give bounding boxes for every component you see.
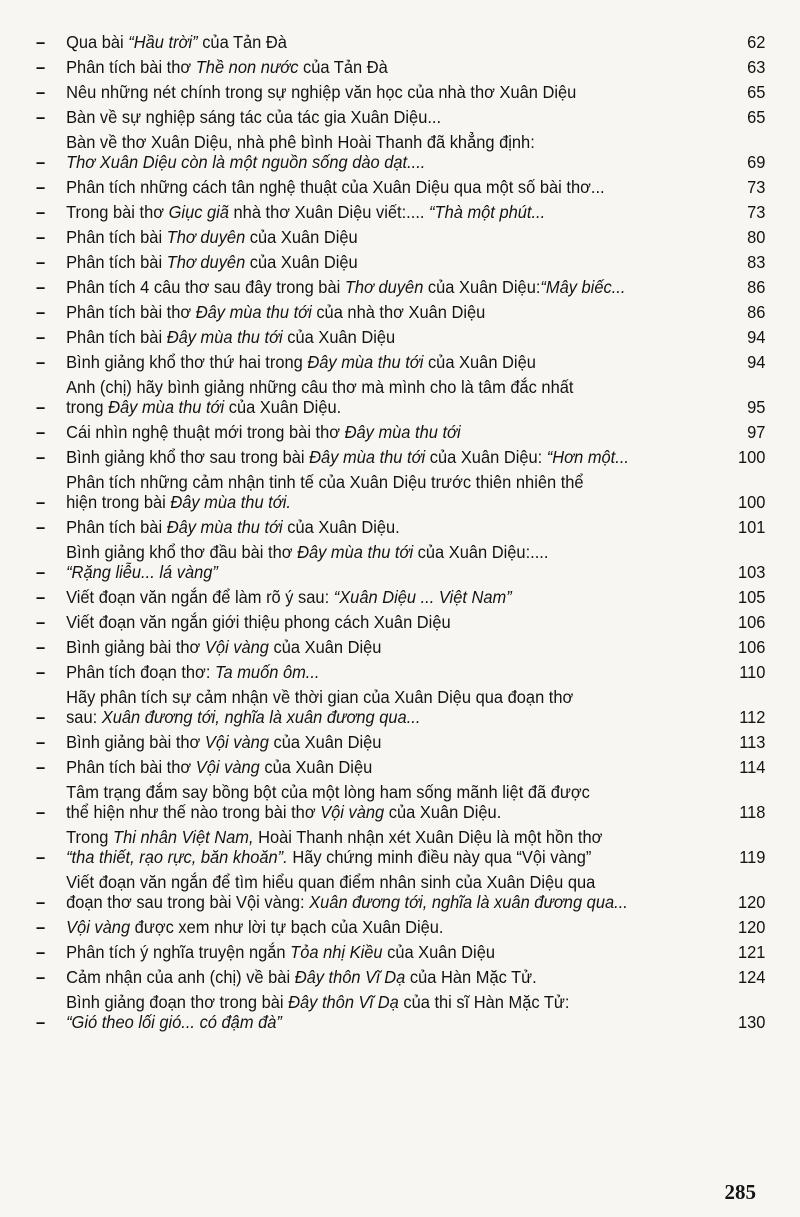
entry-title-line [66, 892, 724, 912]
entry-title-line [66, 542, 724, 562]
entry-dash: – [36, 967, 46, 987]
title-segment: Viết đoạn văn ngắn để tìm hiểu quan điểm nhân sinh của Xuân Diệu qua [66, 872, 596, 892]
entry-title [66, 472, 724, 512]
italic-title-segment: Đây mùa thu tới [195, 302, 312, 322]
italic-title-segment: Đây mùa thu tới [166, 517, 283, 537]
entry-dash: – [36, 757, 46, 777]
italic-title-segment: Xuân đương tới, nghĩa là xuân đương qua... [101, 707, 421, 727]
entry-title-line [66, 397, 724, 417]
title-segment: thể hiện như thế nào trong bài thơ [66, 802, 321, 822]
entry-page-number: 94 [747, 352, 766, 372]
entry-page-number: 65 [747, 82, 766, 102]
title-segment: Bàn về thơ Xuân Diệu, nhà phê bình Hoài Thanh đã khẳng định: [66, 132, 535, 152]
entry-page-number: 73 [747, 202, 766, 222]
entry-title-line [66, 942, 724, 962]
entry-title-line [66, 732, 724, 752]
entry-title [66, 757, 724, 777]
entry-page-number: 65 [747, 107, 766, 127]
toc-entry [36, 107, 765, 127]
italic-title-segment: Đây mùa thu tới. [170, 492, 291, 512]
italic-title-segment: Vội vàng [195, 757, 260, 777]
entry-title-line [66, 277, 724, 297]
entry-page-number: 121 [737, 942, 766, 962]
entry-page-number: 130 [737, 1012, 766, 1032]
title-segment: Phân tích bài thơ [66, 757, 196, 777]
entry-title-line [66, 327, 724, 347]
italic-title-segment: Đây mùa thu tới [344, 422, 461, 442]
toc-entry [36, 782, 765, 822]
title-segment: Bình giảng bài thơ [66, 637, 205, 657]
title-segment: của Xuân Diệu [382, 942, 496, 962]
entry-title [66, 177, 724, 197]
entry-dash: – [36, 202, 46, 222]
title-segment: trong [66, 397, 109, 417]
italic-title-segment: Thơ Xuân Diệu còn là một nguồn sống dào dạt.... [66, 152, 426, 172]
entry-title-line [66, 177, 724, 197]
entry-title-line [66, 562, 724, 582]
italic-title-segment: “Hầu trời” [128, 32, 198, 52]
entry-dash: – [36, 177, 46, 197]
toc-entry [36, 827, 765, 867]
entry-title [66, 662, 724, 682]
title-segment: Qua bài [66, 32, 129, 52]
page-number: 285 [724, 1180, 756, 1204]
italic-title-segment: Đây thôn Vĩ Dạ [294, 967, 406, 987]
entry-title-line [66, 612, 724, 632]
title-segment: của Xuân Diệu: [425, 447, 547, 467]
entry-title-line [66, 637, 724, 657]
toc-entry [36, 227, 765, 247]
entry-page-number: 101 [737, 517, 766, 537]
entry-dash: – [36, 152, 46, 172]
title-segment: Phân tích bài thơ [66, 302, 196, 322]
italic-title-segment: Thề non nước [195, 57, 299, 77]
entry-dash: – [36, 352, 46, 372]
entry-title [66, 517, 724, 537]
title-segment: của Tản Đà [197, 32, 287, 52]
entry-title-line [66, 587, 724, 607]
entry-dash: – [36, 447, 46, 467]
title-segment: Bình giảng bài thơ [66, 732, 205, 752]
entry-title-line [66, 847, 724, 867]
entry-page-number: 112 [739, 707, 766, 727]
entry-page-number: 95 [747, 397, 766, 417]
entry-title-line [66, 967, 724, 987]
entry-title [66, 132, 724, 172]
title-segment: của Xuân Diệu [282, 327, 396, 347]
entry-dash: – [36, 847, 46, 867]
entry-page-number: 86 [747, 302, 766, 322]
italic-title-segment: Vội vàng [320, 802, 385, 822]
toc-entry [36, 202, 765, 222]
toc-entry [36, 32, 765, 52]
entry-dash: – [36, 917, 46, 937]
entry-dash: – [36, 227, 46, 247]
title-segment: của nhà thơ Xuân Diệu [311, 302, 486, 322]
entry-title [66, 227, 724, 247]
toc-entry [36, 327, 765, 347]
entry-page-number: 120 [737, 892, 766, 912]
title-segment: của Xuân Diệu [423, 352, 536, 372]
entry-dash: – [36, 57, 46, 77]
entry-title-line [66, 132, 724, 152]
entry-page-number: 94 [747, 327, 766, 347]
title-segment: Hãy phân tích sự cảm nhận về thời gian của Xuân Diệu qua đoạn thơ [66, 687, 574, 707]
italic-title-segment: Ta muốn ôm... [214, 662, 320, 682]
entry-title-line [66, 252, 724, 272]
italic-title-segment: Đây mùa thu tới [309, 447, 426, 467]
entry-title-line [66, 447, 724, 467]
entry-dash: – [36, 802, 46, 822]
entry-title-line [66, 302, 724, 322]
entry-title-line [66, 422, 724, 442]
italic-title-segment: Vội vàng [204, 637, 269, 657]
title-segment: Bình giảng khổ thơ sau trong bài [66, 447, 310, 467]
title-segment: Phân tích đoạn thơ: [66, 662, 215, 682]
entry-title [66, 587, 724, 607]
title-segment: Hoài Thanh nhận xét Xuân Diệu là một hồn thơ [253, 827, 603, 847]
title-segment: được xem như lời tự bạch của Xuân Diệu. [130, 917, 444, 937]
italic-title-segment: “tha thiết, rạo rực, băn khoăn”. [66, 847, 288, 867]
entry-page-number: 118 [739, 802, 766, 822]
title-segment: Cái nhìn nghệ thuật mới trong bài thơ [66, 422, 345, 442]
entry-title-line [66, 57, 724, 77]
entry-dash: – [36, 397, 46, 417]
entry-title [66, 352, 724, 372]
entry-dash: – [36, 637, 46, 657]
toc-entry [36, 637, 765, 657]
toc-entry [36, 57, 765, 77]
entry-title [66, 687, 724, 727]
entry-title-line [66, 662, 724, 682]
toc-entry [36, 757, 765, 777]
title-segment: của Xuân Diệu:.... [413, 542, 549, 562]
title-segment: của Xuân Diệu [268, 732, 382, 752]
entry-dash: – [36, 942, 46, 962]
title-segment: Phân tích bài [66, 227, 167, 247]
entry-page-number: 114 [739, 757, 766, 777]
entry-title [66, 992, 724, 1032]
toc-entry [36, 967, 765, 987]
entry-title [66, 782, 724, 822]
title-segment: của thi sĩ Hàn Mặc Tử: [398, 992, 570, 1012]
title-segment: Phân tích ý nghĩa truyện ngắn [66, 942, 291, 962]
title-segment: Hãy chứng minh điều này qua “Vội vàng” [287, 847, 592, 867]
entry-title-line [66, 687, 724, 707]
italic-title-segment: Đây mùa thu tới [166, 327, 283, 347]
italic-title-segment: “Xuân Diệu ... Việt Nam” [333, 587, 512, 607]
entry-title-line [66, 352, 724, 372]
italic-title-segment: Xuân đương tới, nghĩa là xuân đương qua... [309, 892, 628, 912]
toc-entry [36, 472, 765, 512]
toc-entry [36, 917, 765, 937]
title-segment: đoạn thơ sau trong bài Vội vàng: [66, 892, 310, 912]
italic-title-segment: “Thà một phút... [429, 202, 546, 222]
title-segment: Phân tích 4 câu thơ sau đây trong bài [66, 277, 345, 297]
title-segment: Phân tích những cảm nhận tinh tế của Xuân Diệu trước thiên nhiên thể [66, 472, 584, 492]
title-segment: của Xuân Diệu. [224, 397, 342, 417]
toc-entry [36, 687, 765, 727]
entry-title [66, 732, 724, 752]
toc-entry [36, 872, 765, 912]
entry-page-number: 110 [739, 662, 766, 682]
italic-title-segment: Thơ duyên [166, 227, 246, 247]
entry-title-line [66, 802, 724, 822]
entry-title-line [66, 1012, 724, 1032]
italic-title-segment: Thơ duyên [344, 277, 424, 297]
title-segment: nhà thơ Xuân Diệu viết:.... [228, 202, 430, 222]
title-segment: Phân tích bài [66, 517, 167, 537]
entry-title [66, 327, 724, 347]
title-segment: của Hàn Mặc Tử. [405, 967, 537, 987]
toc-entry [36, 377, 765, 417]
title-segment: của Xuân Diệu [245, 227, 358, 247]
entry-title-line [66, 492, 724, 512]
title-segment: Phân tích những cách tân nghệ thuật của Xuân Diệu qua một số bài thơ... [66, 177, 605, 197]
title-segment: Bình giảng đoạn thơ trong bài [66, 992, 289, 1012]
entry-dash: – [36, 107, 46, 127]
entry-title [66, 302, 724, 322]
entry-title-line [66, 992, 724, 1012]
toc-entry [36, 277, 765, 297]
entry-title [66, 637, 724, 657]
table-of-contents [36, 32, 766, 1037]
toc-entry [36, 517, 765, 537]
italic-title-segment: “Mây biếc... [540, 277, 626, 297]
italic-title-segment: Giục giã [168, 202, 229, 222]
entry-title [66, 872, 724, 912]
entry-page-number: 86 [747, 277, 766, 297]
entry-dash: – [36, 612, 46, 632]
toc-entry [36, 992, 765, 1032]
entry-title [66, 377, 724, 417]
entry-title-line [66, 517, 724, 537]
entry-dash: – [36, 517, 46, 537]
entry-title [66, 917, 724, 937]
entry-title [66, 447, 724, 467]
entry-title [66, 967, 724, 987]
italic-title-segment: Vội vàng [204, 732, 269, 752]
title-segment: Phân tích bài [66, 327, 167, 347]
entry-page-number: 119 [739, 847, 766, 867]
entry-page-number: 73 [747, 177, 766, 197]
italic-title-segment: Thi nhân Việt Nam, [113, 827, 254, 847]
toc-entry [36, 732, 765, 752]
entry-page-number: 120 [737, 917, 766, 937]
title-segment: Bàn về sự nghiệp sáng tác của tác gia Xuân Diệu... [66, 107, 442, 127]
entry-dash: – [36, 302, 46, 322]
entry-title [66, 107, 724, 127]
title-segment: của Xuân Diệu: [423, 277, 541, 297]
entry-title-line [66, 917, 724, 937]
entry-title-line [66, 377, 724, 397]
title-segment: sau: [66, 707, 102, 727]
italic-title-segment: Tỏa nhị Kiều [290, 942, 383, 962]
entry-title-line [66, 107, 724, 127]
title-segment: Nêu những nét chính trong sự nghiệp văn học của nhà thơ Xuân Diệu [66, 82, 577, 102]
entry-page-number: 105 [737, 587, 766, 607]
entry-dash: – [36, 707, 46, 727]
entry-dash: – [36, 587, 46, 607]
title-segment: Trong [66, 827, 114, 847]
toc-entry [36, 942, 765, 962]
italic-title-segment: Đây thôn Vĩ Dạ [288, 992, 399, 1012]
entry-title-line [66, 782, 724, 802]
entry-page-number: 69 [747, 152, 766, 172]
entry-title-line [66, 472, 724, 492]
italic-title-segment: Đây mùa thu tới [297, 542, 414, 562]
title-segment: Viết đoạn văn ngắn để làm rõ ý sau: [66, 587, 334, 607]
entry-title [66, 942, 724, 962]
italic-title-segment: Vội vàng [66, 917, 131, 937]
entry-dash: – [36, 732, 46, 752]
italic-title-segment: Đây mùa thu tới [307, 352, 424, 372]
toc-entry [36, 352, 765, 372]
entry-title [66, 612, 724, 632]
entry-page-number: 83 [747, 252, 766, 272]
entry-page-number: 113 [739, 732, 766, 752]
toc-entry [36, 612, 765, 632]
title-segment: của Xuân Diệu [268, 637, 382, 657]
italic-title-segment: “Hơn một... [546, 447, 629, 467]
entry-title [66, 422, 724, 442]
entry-dash: – [36, 32, 46, 52]
toc-entry [36, 542, 765, 582]
title-segment: Phân tích bài [66, 252, 167, 272]
entry-page-number: 103 [737, 562, 766, 582]
entry-title [66, 277, 724, 297]
entry-dash: – [36, 327, 46, 347]
title-segment: của Xuân Diệu [245, 252, 358, 272]
toc-entry [36, 422, 765, 442]
title-segment: của Xuân Diệu [259, 757, 373, 777]
entry-page-number: 124 [737, 967, 766, 987]
entry-page-number: 62 [747, 32, 766, 52]
entry-page-number: 106 [737, 637, 766, 657]
title-segment: của Xuân Diệu. [282, 517, 400, 537]
title-segment: của Xuân Diệu. [384, 802, 502, 822]
toc-entry [36, 177, 765, 197]
entry-title [66, 252, 724, 272]
entry-dash: – [36, 1012, 46, 1032]
italic-title-segment: “Rặng liễu... lá vàng” [66, 562, 218, 582]
entry-dash: – [36, 422, 46, 442]
toc-entry [36, 132, 765, 172]
entry-title-line [66, 872, 724, 892]
entry-page-number: 63 [747, 57, 766, 77]
title-segment: hiện trong bài [66, 492, 171, 512]
toc-entry [36, 252, 765, 272]
title-segment: Phân tích bài thơ [66, 57, 196, 77]
entry-dash: – [36, 492, 46, 512]
italic-title-segment: Đây mùa thu tới [108, 397, 225, 417]
entry-dash: – [36, 662, 46, 682]
entry-title-line [66, 707, 724, 727]
toc-entry [36, 662, 765, 682]
title-segment: Viết đoạn văn ngắn giới thiệu phong cách Xuân Diệu [66, 612, 451, 632]
entry-title-line [66, 32, 724, 52]
entry-title-line [66, 82, 724, 102]
entry-dash: – [36, 892, 46, 912]
entry-title-line [66, 827, 724, 847]
entry-title-line [66, 202, 724, 222]
entry-title-line [66, 152, 724, 172]
toc-entry [36, 447, 765, 467]
toc-entry [36, 82, 765, 102]
italic-title-segment: “Gió theo lối gió... có đậm đà” [66, 1012, 282, 1032]
toc-entry [36, 302, 765, 322]
entry-title-line [66, 227, 724, 247]
title-segment: Tâm trạng đắm say bồng bột của một lòng ham sống mãnh liệt đã được [66, 782, 590, 802]
entry-page-number: 100 [737, 447, 766, 467]
entry-title [66, 57, 724, 77]
title-segment: Bình giảng khổ thơ thứ hai trong [66, 352, 308, 372]
entry-title [66, 827, 724, 867]
title-segment: của Tản Đà [298, 57, 388, 77]
entry-dash: – [36, 277, 46, 297]
entry-page-number: 80 [747, 227, 766, 247]
title-segment: Trong bài thơ [66, 202, 169, 222]
entry-title [66, 542, 724, 582]
title-segment: Anh (chị) hãy bình giảng những câu thơ mà mình cho là tâm đắc nhất [66, 377, 574, 397]
entry-title [66, 32, 724, 52]
entry-page-number: 97 [747, 422, 766, 442]
entry-title-line [66, 757, 724, 777]
entry-title [66, 202, 724, 222]
entry-page-number: 100 [737, 492, 766, 512]
entry-dash: – [36, 82, 46, 102]
entry-title [66, 82, 724, 102]
italic-title-segment: Thơ duyên [166, 252, 246, 272]
entry-page-number: 106 [737, 612, 766, 632]
title-segment: Cảm nhận của anh (chị) về bài [66, 967, 295, 987]
toc-entry [36, 587, 765, 607]
title-segment: Bình giảng khổ thơ đầu bài thơ [66, 542, 298, 562]
entry-dash: – [36, 252, 46, 272]
entry-dash: – [36, 562, 46, 582]
